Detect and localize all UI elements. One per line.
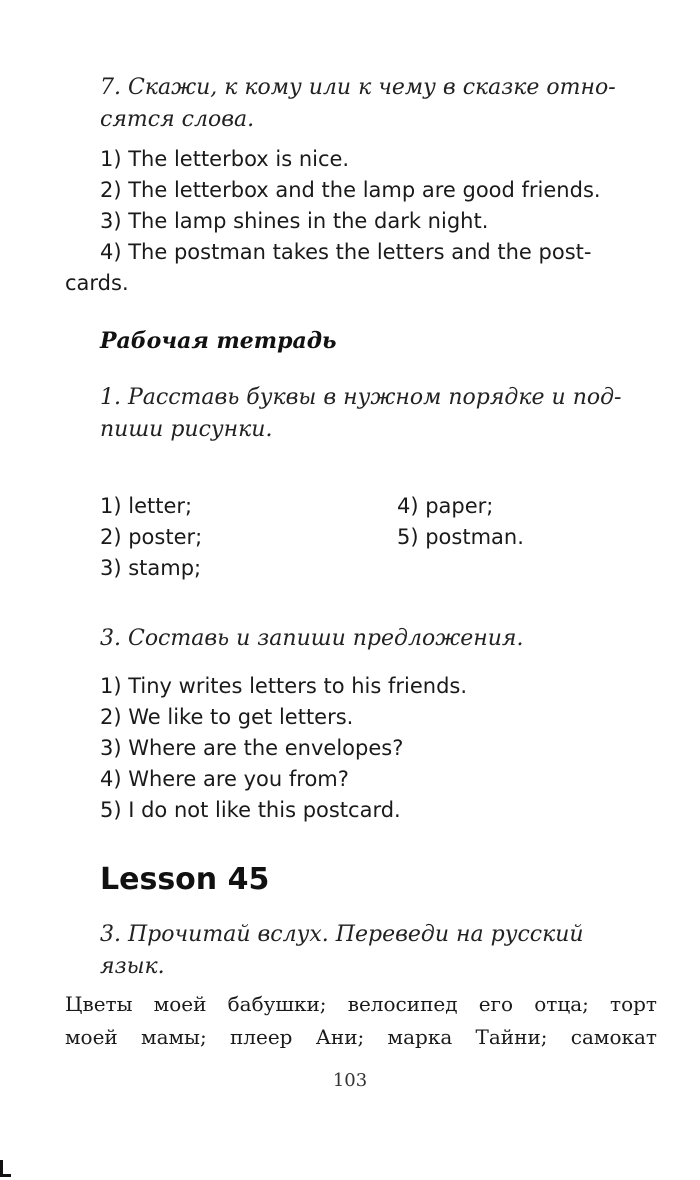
- list-item: 2) We like to get letters.: [100, 705, 354, 729]
- list-item: 1) letter;: [100, 494, 193, 518]
- lesson-45-task-3-line-1: 3. Прочитай вслух. Переведи на русский: [100, 922, 584, 947]
- workbook-task-1-instruction: [100, 382, 656, 446]
- workbook-task-1-right-list: [397, 491, 524, 553]
- workbook-task-1-left-list: [100, 491, 202, 584]
- task-7-instruction: [100, 72, 656, 136]
- page-number: 103: [332, 1070, 368, 1091]
- task-7-instruction-line-2: сятся слова.: [100, 107, 255, 132]
- lesson-45-task-3-line-2: язык.: [100, 954, 165, 979]
- paragraph-line-2: моей мамы; плеер Ани; марка Тайни; самокат: [65, 1025, 657, 1049]
- list-item: 1) Tiny writes letters to his friends.: [100, 674, 468, 698]
- task-7-list: [100, 144, 601, 268]
- workbook-task-3-instruction: [100, 623, 656, 655]
- lesson-45-task-3-instruction: [100, 919, 656, 983]
- list-item: 1) The letterbox is nice.: [100, 147, 350, 171]
- list-item: 3) The lamp shines in the dark night.: [100, 209, 489, 233]
- workbook-task-3-list: [100, 671, 467, 826]
- corner-crop-mark: [0, 1160, 11, 1177]
- list-item: 5) postman.: [397, 525, 524, 549]
- workbook-task-1-line-1: 1. Расставь буквы в нужном порядке и под-: [100, 385, 622, 410]
- lesson-title: Lesson 45: [100, 862, 270, 897]
- list-item: 2) The letterbox and the lamp are good friends.: [100, 178, 601, 202]
- list-item: 3) stamp;: [100, 556, 202, 580]
- list-item: 4) Where are you from?: [100, 767, 349, 791]
- workbook-task-3-line-1: 3. Составь и запиши предложения.: [100, 626, 524, 651]
- lesson-45-paragraph: [65, 988, 657, 1054]
- task-7-instruction-line-1: 7. Скажи, к кому или к чему в сказке отно-: [100, 75, 616, 100]
- task-7-continuation: cards.: [65, 271, 129, 295]
- paragraph-line-1: Цветы моей бабушки; велосипед его отца; торт: [65, 992, 657, 1016]
- workbook-task-1-line-2: пиши рисунки.: [100, 417, 273, 442]
- list-item: 4) paper;: [397, 494, 494, 518]
- list-item: 2) poster;: [100, 525, 203, 549]
- list-item: 3) Where are the envelopes?: [100, 736, 404, 760]
- list-item: 4) The postman takes the letters and the post-: [100, 240, 592, 264]
- list-item: 5) I do not like this postcard.: [100, 798, 401, 822]
- workbook-heading: Рабочая тетрадь: [100, 328, 337, 354]
